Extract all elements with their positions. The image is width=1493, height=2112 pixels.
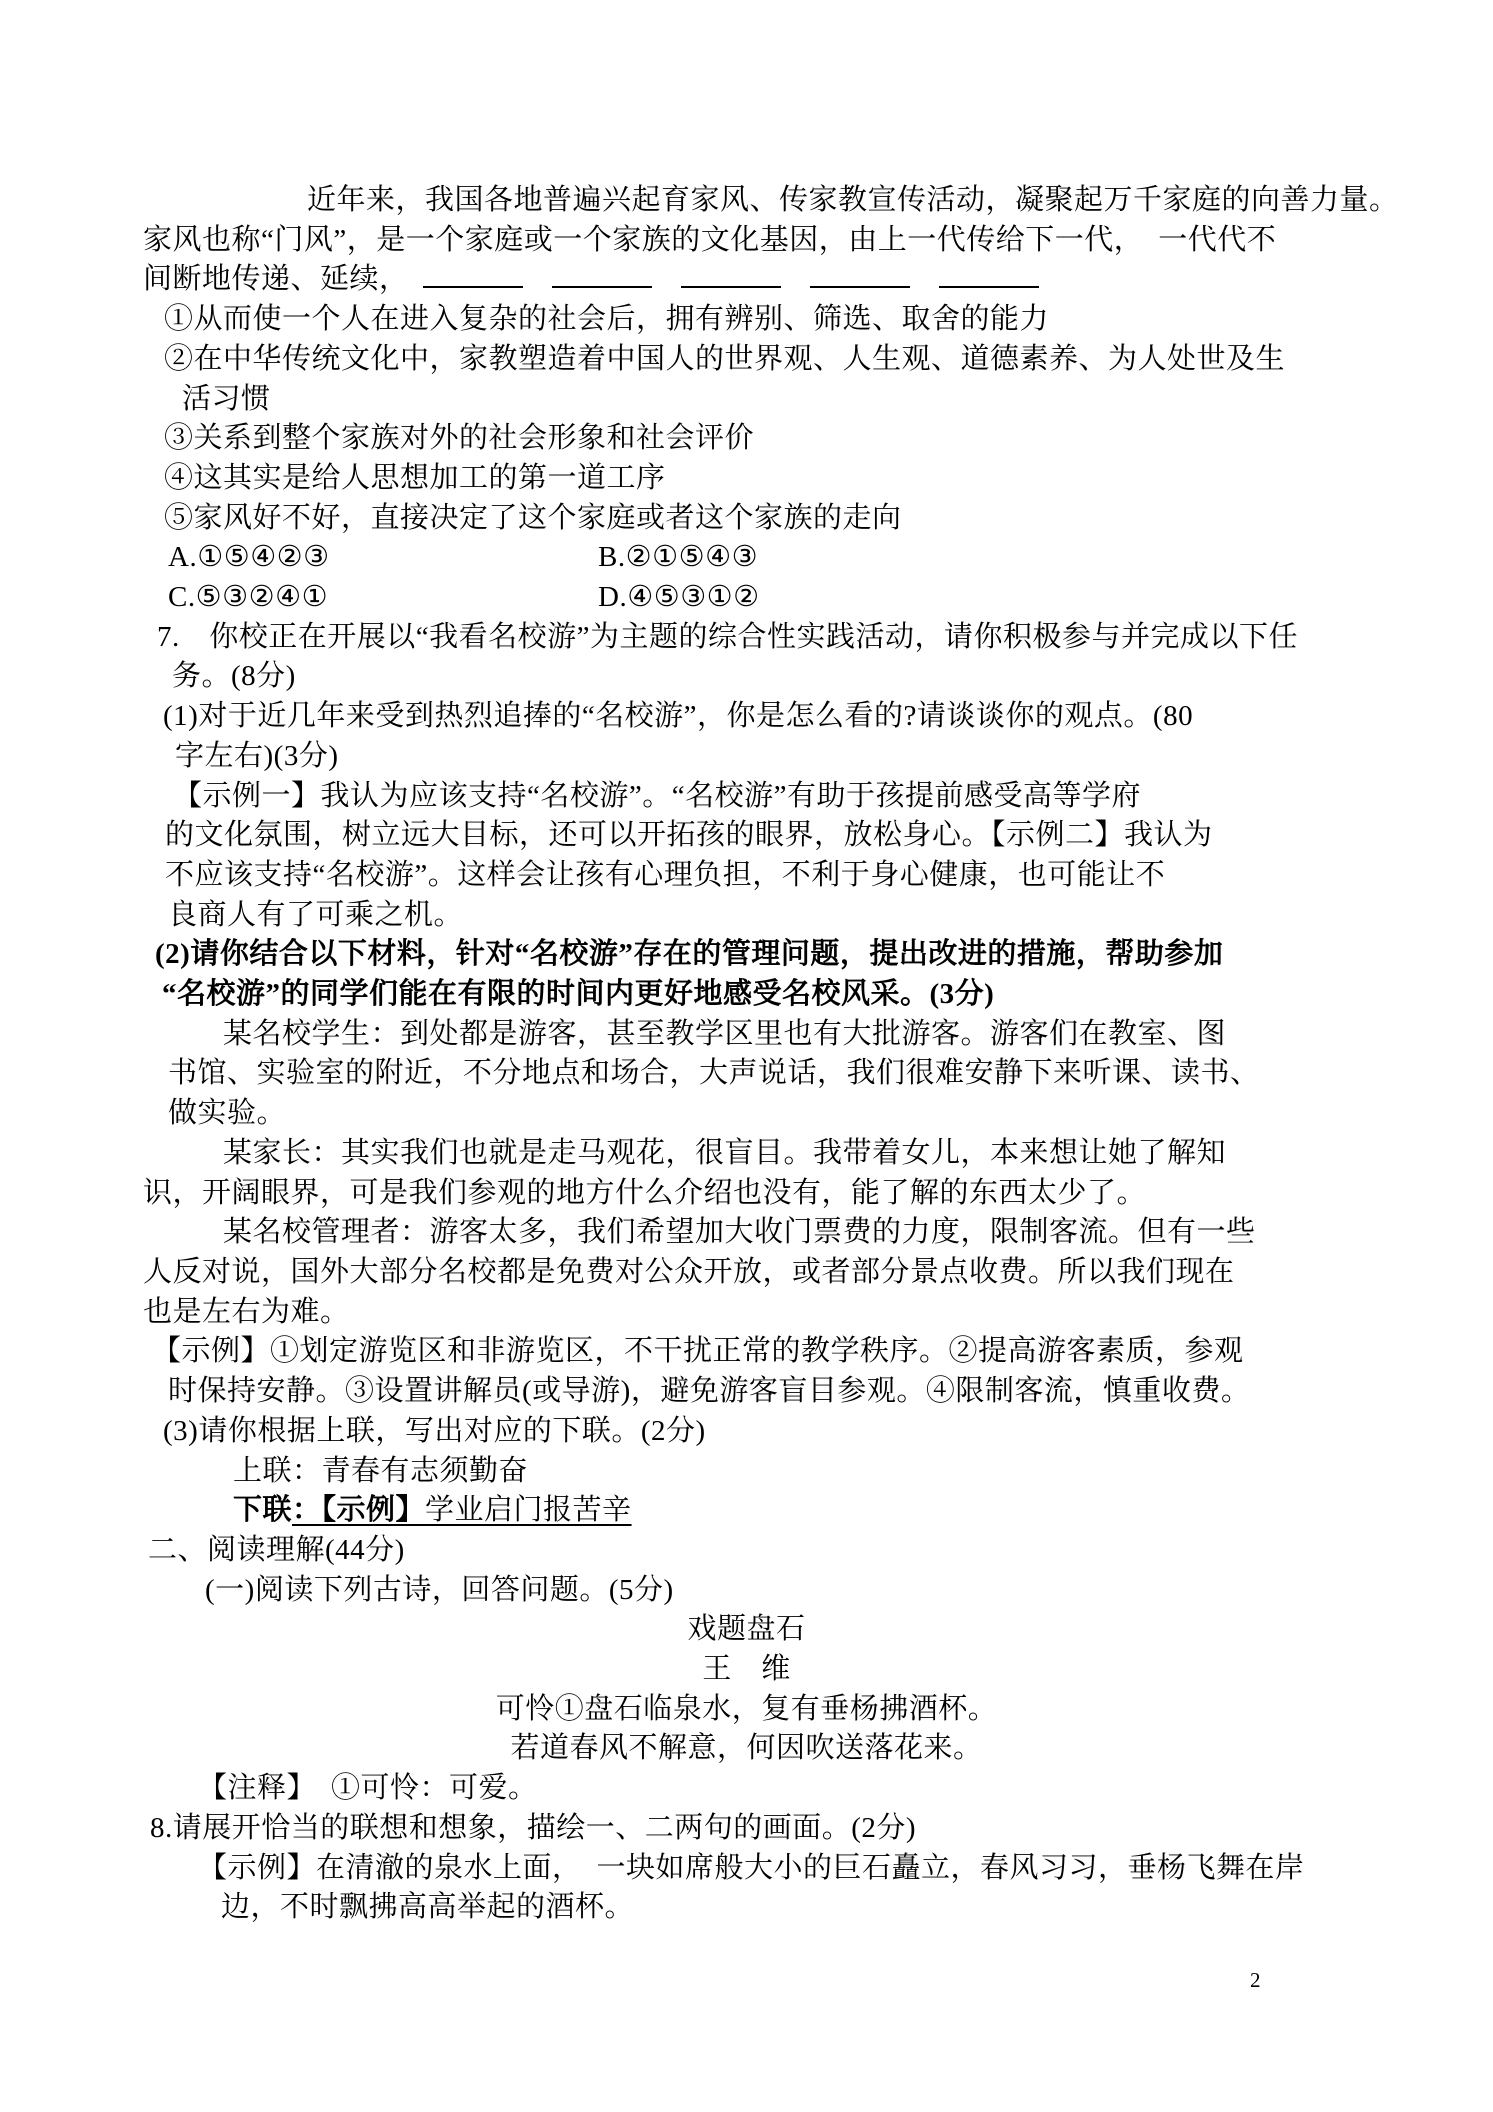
- text-line: [172, 657, 1350, 697]
- text-line: [155, 935, 1350, 975]
- text-line: [175, 737, 1350, 777]
- text-segment: 边，不时飘拂高高举起的酒杯。: [221, 1891, 635, 1924]
- text-segment: 8.请展开恰当的联想和想象，描绘一、二两句的画面。(2分): [150, 1811, 917, 1844]
- text-line: [163, 1412, 1350, 1452]
- text-segment: ⑤家风好不好，直接决定了这个家庭或者这个家族的走向: [164, 501, 902, 534]
- text-line: [143, 1174, 1350, 1214]
- text-segment: 不应该支持“名校游”。这样会让孩有心理负担，不利于身心健康，也可能让不: [165, 858, 1166, 891]
- text-segment: 若道春风不解意，何因吹送落花来。: [510, 1732, 983, 1765]
- option-text: A.①⑤④②③: [168, 541, 330, 574]
- text-line: [148, 1531, 1350, 1571]
- text-line: [168, 1372, 1350, 1412]
- text-line: [152, 1332, 1350, 1372]
- text-line: [223, 1015, 1350, 1055]
- page-number: 2: [1250, 1968, 1261, 1992]
- text-segment: 识，开阔眼界，可是我们参观的地方什么介绍也没有，能了解的东西太少了。: [143, 1176, 1147, 1209]
- text-segment: (3)请你根据上联，写出对应的下联。(2分): [163, 1414, 706, 1447]
- text-line: [157, 618, 1350, 658]
- text-line: [165, 856, 1350, 896]
- text-segment: 二、阅读理解(44分): [148, 1533, 405, 1566]
- text-segment: 活习惯: [182, 382, 271, 415]
- text-line: [198, 1769, 1350, 1809]
- text-line: [164, 300, 1350, 340]
- text-segment: 【示例】①划定游览区和非游览区，不干扰正常的教学秩序。②提高游客素质，参观: [152, 1335, 1244, 1368]
- text-segment: 人反对说，国外大部分名校都是免费对公众开放，或者部分景点收费。所以我们现在: [143, 1255, 1235, 1288]
- text-segment: 下联: [233, 1494, 293, 1527]
- text-line: [164, 340, 1350, 380]
- text-line: [143, 1729, 1350, 1769]
- text-line: [221, 1888, 1350, 1928]
- text-line: [173, 777, 1350, 817]
- text-line: [143, 1293, 1350, 1333]
- text-segment: ：【示例】: [292, 1494, 426, 1527]
- text-segment: 字左右)(3分): [175, 739, 339, 772]
- text-segment: 家风也称“门风”，是一个家庭或一个家族的文化基因，由上一代传给下一代， 一代代不: [143, 223, 1277, 256]
- text-segment: 间断地传递、延续，: [143, 263, 409, 296]
- text-line: [150, 1809, 1350, 1849]
- text-segment: ④这其实是给人思想加工的第一道工序: [164, 461, 666, 494]
- text-segment: 也是左右为难。: [143, 1295, 350, 1328]
- text-line: [162, 975, 1350, 1015]
- document-body: [143, 181, 1399, 1928]
- fill-in-blank-line: [810, 266, 910, 288]
- text-line: [143, 1610, 1350, 1650]
- option-text: C.⑤③②④①: [168, 581, 329, 614]
- text-line: [143, 1253, 1350, 1293]
- text-segment: 做实验。: [168, 1097, 287, 1130]
- text-segment: 某名校管理者：游客太多，我们希望加大收门票费的力度，限制客流。但有一些: [223, 1216, 1256, 1249]
- text-segment: 务。(8分): [172, 660, 296, 693]
- text-line: [168, 578, 1350, 618]
- fill-in-blank-line: [552, 266, 652, 288]
- text-segment: 某家长：其实我们也就是走马观花，很盲目。我带着女儿，本来想让她了解知: [223, 1136, 1227, 1169]
- text-segment: “名校游”的同学们能在有限的时间内更好地感受名校风采。(3分): [162, 978, 995, 1011]
- text-segment: ①从而使一个人在进入复杂的社会后，拥有辨别、筛选、取舍的能力: [164, 303, 1050, 336]
- text-segment: 【注释】 ①可怜：可爱。: [198, 1772, 538, 1805]
- text-line: [223, 1134, 1350, 1174]
- text-line: [168, 896, 1350, 936]
- text-segment: (1)对于近几年来受到热烈追捧的“名校游”，你是怎么看的?请谈谈你的观点。(80: [163, 700, 1194, 733]
- text-line: [307, 181, 1399, 221]
- text-line: [164, 499, 1350, 539]
- text-segment: (2)请你结合以下材料，针对“名校游”存在的管理问题，提出改进的措施，帮助参加: [155, 938, 1224, 971]
- text-segment: 良商人有了可乘之机。: [168, 898, 464, 931]
- text-segment: 时保持安静。③设置讲解员(或导游)，避免游客盲目参观。④限制客流，慎重收费。: [168, 1375, 1251, 1408]
- text-segment: 书馆、实验室的附近，不分地点和场合，大声说话，我们很难安静下来听课、读书、: [168, 1057, 1260, 1090]
- text-line: [168, 538, 1350, 578]
- text-segment: 【示例一】我认为应该支持“名校游”。“名校游”有助于孩提前感受高等学府: [173, 779, 1141, 812]
- text-line: [163, 697, 1350, 737]
- text-segment: 学业启门报苦辛: [425, 1494, 632, 1527]
- text-line: [233, 1452, 1350, 1492]
- text-line: [168, 1094, 1350, 1134]
- text-segment: 7. 你校正在开展以“我看名校游”为主题的综合性实践活动，请你积极参与并完成以下任: [157, 620, 1298, 653]
- text-segment: ③关系到整个家族对外的社会形象和社会评价: [164, 422, 755, 455]
- text-segment: 的文化氛围，树立远大目标，还可以开拓孩的眼界，放松身心。【示例二】我认为: [165, 819, 1213, 852]
- text-line: [143, 1690, 1350, 1730]
- text-segment: 戏题盘石: [687, 1613, 806, 1646]
- text-line: [143, 221, 1350, 261]
- text-line: [165, 816, 1350, 856]
- fill-in-blank-line: [681, 266, 781, 288]
- text-line: [233, 1491, 1350, 1531]
- option-text: B.②①⑤④③: [598, 541, 759, 574]
- text-line: [164, 459, 1350, 499]
- text-segment: ②在中华传统文化中，家教塑造着中国人的世界观、人生观、道德素养、为人处世及生: [164, 342, 1286, 375]
- text-line: [198, 1849, 1350, 1889]
- text-segment: 某名校学生：到处都是游客，甚至教学区里也有大批游客。游客们在教室、图: [223, 1017, 1227, 1050]
- text-line: [164, 419, 1350, 459]
- text-segment: 王 维: [702, 1653, 791, 1686]
- text-line: [182, 380, 1350, 420]
- text-segment: (一)阅读下列古诗，回答问题。(5分): [205, 1573, 674, 1606]
- fill-in-blank-line: [939, 266, 1039, 288]
- text-segment: 可怜①盘石临泉水，复有垂杨拂酒杯。: [495, 1692, 998, 1725]
- text-line: [223, 1213, 1350, 1253]
- text-segment: 【示例】在清澈的泉水上面， 一块如席般大小的巨石矗立，春风习习，垂杨飞舞在岸: [198, 1851, 1305, 1884]
- text-line: [168, 1054, 1350, 1094]
- text-line: [143, 1650, 1350, 1690]
- text-line: [143, 260, 1350, 300]
- text-segment: 上联：青春有志须勤奋: [233, 1454, 529, 1487]
- text-line: [205, 1571, 1350, 1611]
- fill-in-blank-line: [423, 266, 523, 288]
- option-text: D.④⑤③①②: [598, 581, 760, 614]
- text-segment: 近年来，我国各地普遍兴起育家风、传家教宣传活动，凝聚起万千家庭的向善力量。: [307, 184, 1399, 216]
